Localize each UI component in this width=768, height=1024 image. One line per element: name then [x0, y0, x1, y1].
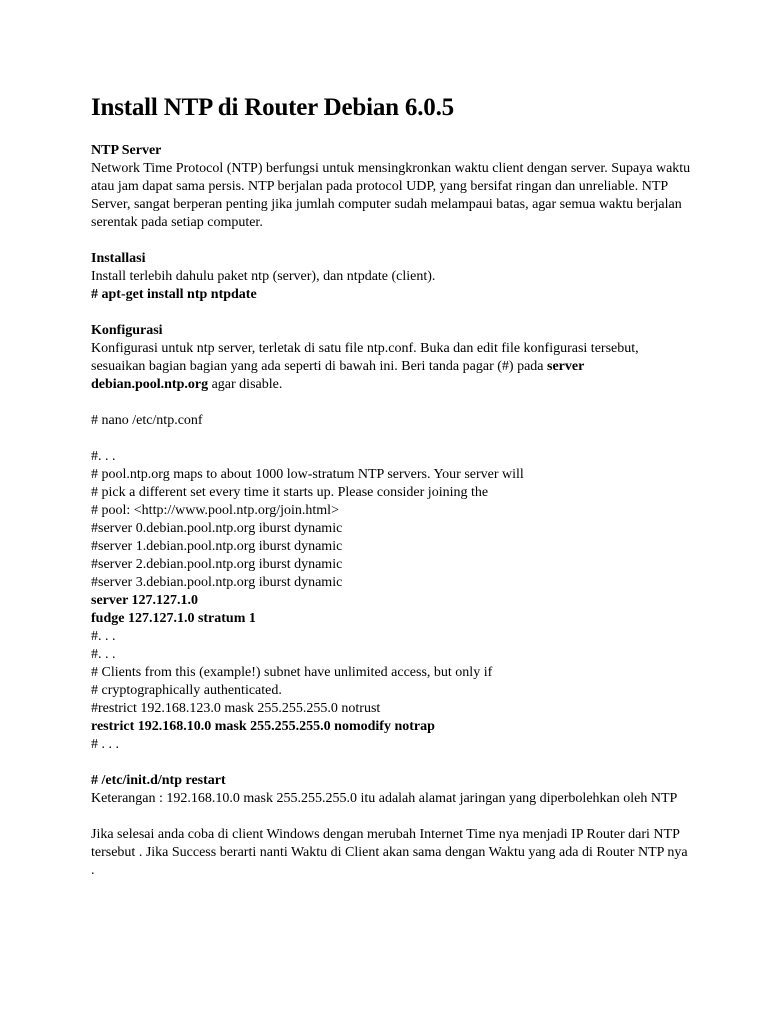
section-heading-ntp-server: NTP Server — [91, 143, 162, 158]
spacer — [91, 430, 691, 448]
spacer — [91, 304, 691, 322]
konfigurasi-text-before: Konfigurasi untuk ntp server, terletak di satu file ntp.conf. Buka dan edit file konfigurasi tersebut, sesuaikan bagian bagian yang ada seperti di bawah ini. Beri tanda pagar (#) pada — [91, 341, 643, 374]
config-line: # pool.ntp.org maps to about 1000 low-stratum NTP servers. Your server will — [91, 467, 524, 482]
config-line: #. . . — [91, 647, 116, 662]
config-line: #server 3.debian.pool.ntp.org iburst dynamic — [91, 575, 343, 590]
config-line: server 127.127.1.0 — [91, 593, 199, 608]
config-line: # Clients from this (example!) subnet have unlimited access, but only if — [91, 665, 493, 680]
spacer — [91, 394, 691, 412]
config-line: # cryptographically authenticated. — [91, 683, 282, 698]
closing-paragraph: Jika selesai anda coba di client Windows dengan merubah Internet Time nya menjadi IP Router dari NTP tersebut . Jika Success berarti nanti Waktu di Client akan sama dengan Waktu yang ada di Router NTP nya . — [91, 827, 692, 878]
section-heading-konfigurasi: Konfigurasi — [91, 323, 163, 338]
config-line: #server 2.debian.pool.ntp.org iburst dynamic — [91, 557, 343, 572]
config-line: #. . . — [91, 449, 116, 464]
config-line: #restrict 192.168.123.0 mask 255.255.255.0 notrust — [91, 701, 381, 716]
spacer — [91, 232, 691, 250]
config-line: #server 1.debian.pool.ntp.org iburst dynamic — [91, 539, 343, 554]
konfigurasi-text-after: agar disable. — [208, 377, 283, 392]
config-line: fudge 127.127.1.0 stratum 1 — [91, 611, 256, 626]
section-heading-installasi: Installasi — [91, 251, 146, 266]
config-line: # pick a different set every time it starts up. Please consider joining the — [91, 485, 489, 500]
config-line: restrict 192.168.10.0 mask 255.255.255.0 nomodify notrap — [91, 719, 435, 734]
installasi-paragraph: Install terlebih dahulu paket ntp (server), dan ntpdate (client). — [91, 269, 436, 284]
spacer — [91, 808, 691, 826]
restart-note: Keterangan : 192.168.10.0 mask 255.255.255.0 itu adalah alamat jaringan yang diperbolehkan oleh NTP — [91, 791, 678, 806]
konfigurasi-text-bold: server debian.pool.ntp.org — [91, 359, 588, 392]
config-line: # . . . — [91, 737, 119, 752]
install-command: # apt-get install ntp ntpdate — [91, 287, 257, 302]
spacer — [91, 754, 691, 772]
config-line: #server 0.debian.pool.ntp.org iburst dynamic — [91, 521, 343, 536]
ntp-server-paragraph: Network Time Protocol (NTP) berfungsi untuk mensingkronkan waktu client dengan server. Supaya waktu atau jam dapat sama persis. NTP berjalan pada protocol UDP, yang bersifat ringan dan unreliable. NTP Server, sangat berperan penting jika jumlah computer sudah melampaui batas, agar semua waktu berjalan serentak pada setiap computer. — [91, 161, 694, 230]
document-page — [91, 88, 694, 880]
config-line: # pool: <http://www.pool.ntp.org/join.html> — [91, 503, 339, 518]
config-block — [91, 448, 691, 754]
document-title: Install NTP di Router Debian 6.0.5 — [91, 94, 454, 121]
config-line: #. . . — [91, 629, 116, 644]
restart-command: # /etc/init.d/ntp restart — [91, 773, 226, 788]
nano-command: # nano /etc/ntp.conf — [91, 413, 203, 428]
konfigurasi-paragraph — [91, 340, 691, 394]
spacer — [91, 128, 691, 142]
